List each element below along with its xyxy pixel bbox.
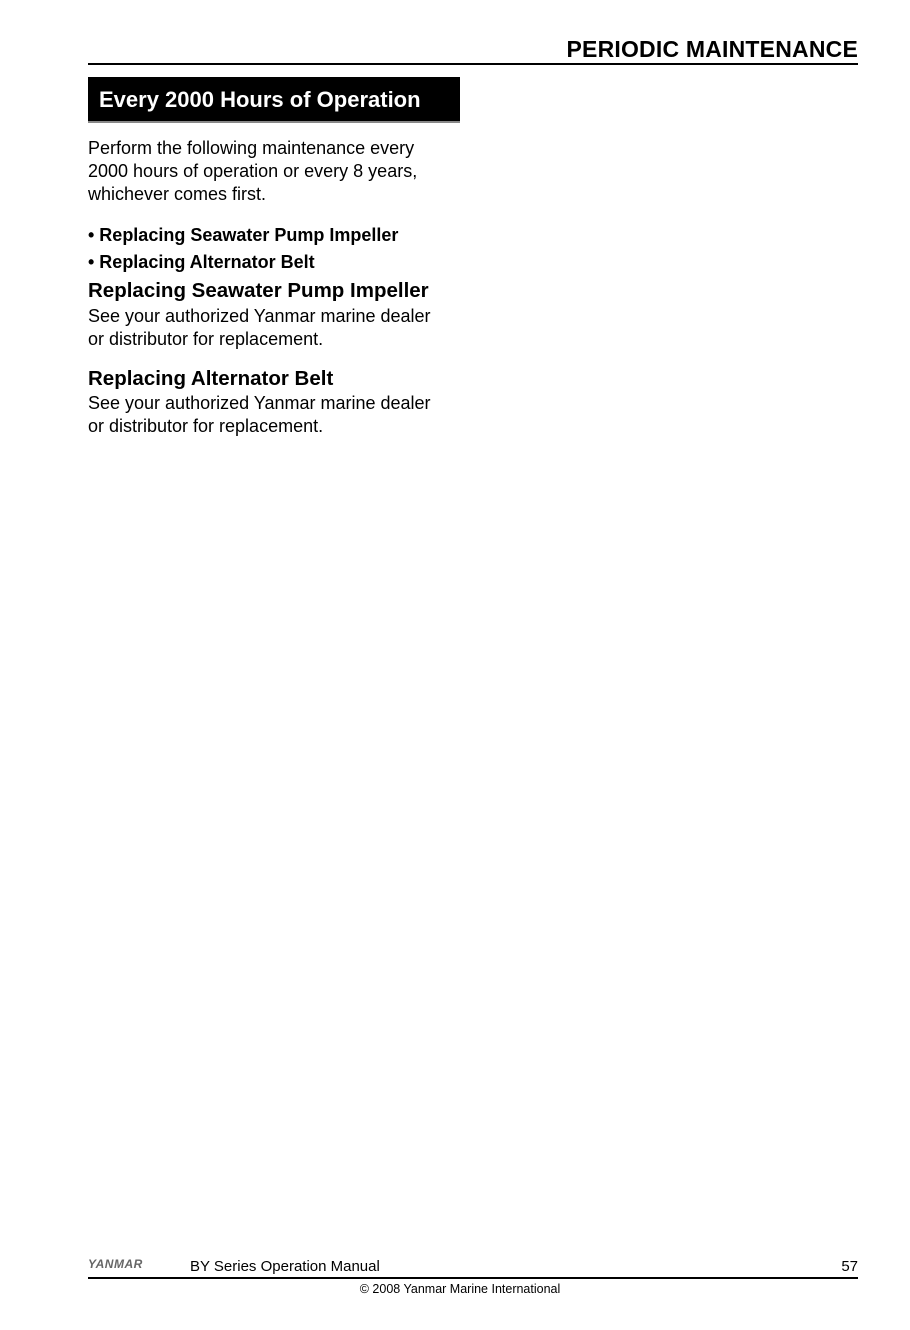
section-heading: Replacing Seawater Pump Impeller	[88, 279, 429, 302]
yanmar-logo: YANMAR	[88, 1257, 143, 1271]
section-body	[88, 305, 468, 351]
copyright: © 2008 Yanmar Marine International	[359, 1282, 561, 1296]
manual-title: BY Series Operation Manual	[190, 1258, 380, 1275]
intro-line: Perform the following maintenance every	[88, 138, 415, 158]
section-banner	[88, 77, 460, 123]
banner-title: Every 2000 Hours of Operation	[99, 87, 421, 112]
header-rule	[88, 63, 858, 65]
intro-line: 2000 hours of operation or every 8 years,	[88, 161, 418, 181]
body-line: See your authorized Yanmar marine dealer	[88, 393, 431, 413]
intro-paragraph	[88, 137, 468, 206]
page-number: 57	[841, 1258, 858, 1275]
intro-line: whichever comes first.	[88, 184, 267, 204]
task-list	[88, 222, 398, 276]
section-body	[88, 392, 468, 438]
task-item: • Replacing Alternator Belt	[88, 252, 315, 272]
section-header: PERIODIC MAINTENANCE	[566, 36, 858, 62]
body-line: or distributor for replacement.	[88, 416, 324, 436]
body-line: See your authorized Yanmar marine dealer	[88, 306, 431, 326]
task-item: • Replacing Seawater Pump Impeller	[88, 225, 399, 245]
footer-rule	[88, 1277, 858, 1279]
body-line: or distributor for replacement.	[88, 329, 324, 349]
section-heading: Replacing Alternator Belt	[88, 367, 334, 390]
